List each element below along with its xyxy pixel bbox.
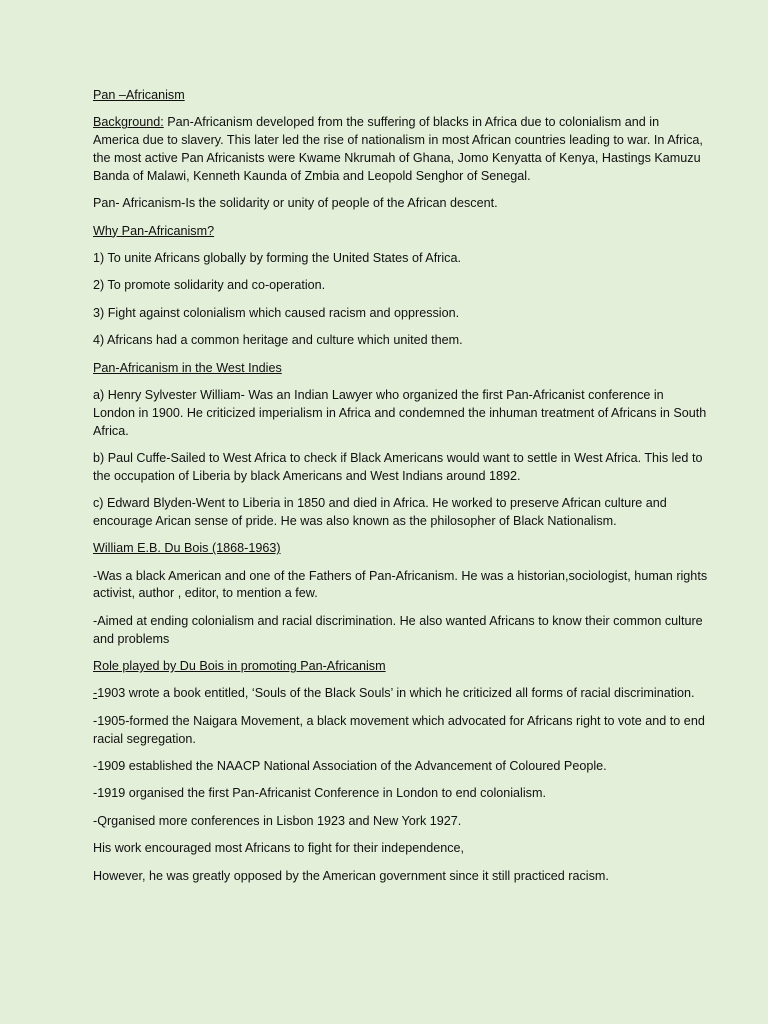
why-item: 2) To promote solidarity and co-operation. <box>93 278 326 293</box>
role-item: -1909 established the NAACP National Association of the Advancement of Coloured People. <box>93 759 607 773</box>
definition-paragraph: Pan- Africanism-Is the solidarity or unity of people of the African descent. <box>93 196 498 211</box>
background-label: Background: <box>93 115 164 130</box>
why-item: 4) Africans had a common heritage and culture which united them. <box>93 333 463 348</box>
dubois-heading: William E.B. Du Bois (1868-1963) <box>93 541 281 556</box>
role-item <box>93 685 708 703</box>
why-heading: Why Pan-Africanism? <box>93 223 215 238</box>
role-item: His work encouraged most Africans to fight for their independence, <box>93 841 465 856</box>
role-first-text: 1903 wrote a book entitled, ‘Souls of the Black Souls’ in which he criticized all forms of racial discrimination. <box>97 686 695 701</box>
role-item: -1919 organised the first Pan-Africanist Conference in London to end colonialism. <box>93 786 546 801</box>
role-item: -Qrganised more conferences in Lisbon 1923 and New York 1927. <box>93 813 462 828</box>
west-indies-heading: Pan-Africanism in the West Indies <box>93 360 282 375</box>
role-heading: Role played by Du Bois in promoting Pan-Africanism <box>93 659 386 674</box>
document-title: Pan –Africanism <box>93 88 185 102</box>
background-paragraph <box>93 114 708 185</box>
dubois-item: -Aimed at ending colonialism and racial discrimination. He also wanted Africans to know their common culture and problems <box>93 613 703 646</box>
role-item: However, he was greatly opposed by the American government since it still practiced racism. <box>93 868 609 883</box>
west-indies-item: b) Paul Cuffe-Sailed to West Africa to check if Black Americans would want to settle in West Africa. This led to the occupation of Liberia by black Americans and West Indians around 1892. <box>93 450 703 483</box>
west-indies-item: a) Henry Sylvester William- Was an Indian Lawyer who organized the first Pan-Africanist conference in London in 1900. He criticized imperialism in Africa and condemned the inhuman treatment of Africans in South Africa. <box>93 387 707 438</box>
why-item: 1) To unite Africans globally by forming the United States of Africa. <box>93 250 461 265</box>
role-first-dash: - <box>93 686 98 701</box>
west-indies-item: c) Edward Blyden-Went to Liberia in 1850 and died in Africa. He worked to preserve African culture and encourage Arican sense of pride. He was also known as the philosopher of Black Nationalism. <box>93 496 667 528</box>
role-item: -1905-formed the Naigara Movement, a black movement which advocated for Africans right to vote and to end racial segregation. <box>93 713 705 746</box>
why-item: 3) Fight against colonialism which caused racism and oppression. <box>93 305 460 320</box>
dubois-item: -Was a black American and one of the Fathers of Pan-Africanism. He was a historian,sociologist, human rights activist, author , editor, to mention a few. <box>93 568 708 601</box>
background-text: Pan-Africanism developed from the suffering of blacks in Africa due to colonialism and in America due to slavery. This later led the rise of nationalism in most African countries leading to war. In Africa, the most active Pan Africanists were Kwame Nkrumah of Ghana, Jomo Kenyatta of Kenya, Hastings Kamuzu Banda of Malawi, Kenneth Kaunda of Zmbia and Leopold Senghor of Senegal. <box>93 115 703 183</box>
